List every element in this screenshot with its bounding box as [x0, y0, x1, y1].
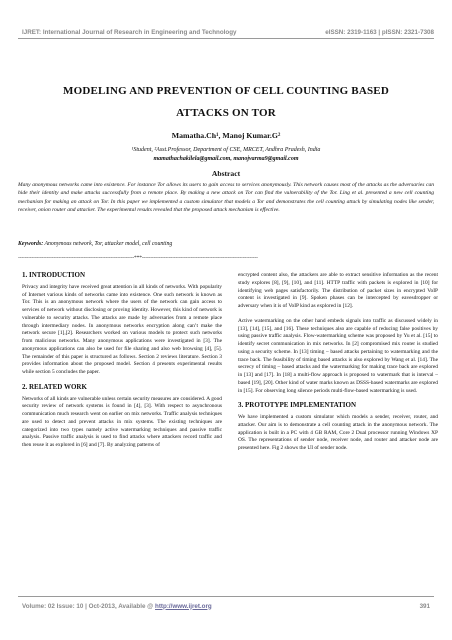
related-work-paragraph: Networks of all kinds are vulnerable unless certain security measures are considered. A good security review of network systems is found in [4], [3]. With respect to asynchronous communication much research went on earlier on mix networks. Traffic analysis techniques are used to detect and prevent attacks in mix systems. The existing techniques are categorized into two types namely active watermarking techniques and passive traffic analysis. Passive traffic analysis is used to find attacks where attackers record traffic and then reuse it as explored in [6] and [7]. By analyzing patterns of [22, 395, 222, 448]
section-separator: ---------------------------------------------------------------------***--------------------------------------------------------------------- [18, 255, 258, 261]
section-heading-related-work: 2. RELATED WORK [22, 382, 87, 391]
section-heading-prototype: 3. PROTOTYPE IMPLEMENTATION [238, 401, 357, 410]
prototype-paragraph: We have implemented a custom simulator which models a sender, receiver, router, and attacker. Our aim is to demonstrate a cell counting attack in the anonymous network. The application is built in a PC with 4 GB RAM, Core 2 Dual processor running Windows XP OS. The representations of sender node, receiver node, and router and attacker node are presented here. Fig 2 shows the UI of sender node. [238, 414, 438, 451]
watermarking-paragraph: Active watermarking on the other hand embeds signals into traffic as discussed widely in [13], [14], [15], and [16]. These techniques also are capable of reducing false positives by using passive traffic analysis. Flow-watermarking scheme was proposed by Yu et al. [15] to identify secret communication in mix networks. In [2] compromised mix router is studied using a security scheme. In [13] timing – based attacks pertaining to watermarking and the trace back. The feasibility of timing based attacks is also explored by Wang et al. [14]. The secrecy of timing – based attacks and the watermarking for making trace back are explored in [13] and [17]. In [18] a multi-flow approach is proposed to watermark that is interval – based [19], [20]. Other kind of water marks known as DSSS-based watermarks are explored in [15]. For observing long silence periods multi-flow-based watermarking is used. [238, 317, 438, 394]
title-line-1: MODELING AND PREVENTION OF CELL COUNTING BASED [62, 85, 389, 97]
title-line-2: ATTACKS ON TOR [176, 107, 276, 119]
footer-volume-info [22, 603, 212, 610]
issn: eISSN: 2319-1163 | pISSN: 2321-7308 [325, 29, 434, 36]
keywords-label: Keywords: [18, 241, 44, 247]
abstract-heading: Abstract [211, 169, 241, 178]
right-column [238, 272, 438, 460]
introduction-paragraph: Privacy and integrity have received great attention in all kinds of networks. With popularity of Internet various kinds of networks came into existence. One such network is known as Tor. This is an anonymous network where the users of the network can gain access to services of network without disclosing or proving identity. However, this kind of network is vulnerable to security attacks. The attacks are made by adversaries from a remote place through intermediary nodes. In anonymous networks encryption along can’t make the network secure [1],[2]. Researchers worked on various models to protect such networks from malicious networks. Many anonymous applications were investigated in [3]. The anonymous applications can also be used for file sharing and also web browsing [4], [5]. The remainder of this paper is structured as follows. Section 2 reviews literature. Section 3 provides information about the proposed model. Section 4 presents experimental results while section 5 concludes the paper. [22, 283, 222, 375]
page-number: 391 [419, 602, 430, 610]
affiliation-block [20, 146, 432, 163]
running-header [22, 20, 434, 36]
footer-volume: Volume: 02 Issue: 10 | Oct-2013, Available @ [22, 602, 154, 610]
related-work-continued-paragraph: encrypted content also, the attackers are able to extract sensitive information as the recent study explores [8], [9], [10], and [11]. HTTP traffic with packets is explored in [10] for identifying web pages satisfactorily. The distribution of packet sizes in encrypted VoIP content is investigated in [9]. Spoken phases can be intercepted by eavesdropper or adversary when it is of VoIP kind as explored in [12]. [238, 272, 438, 309]
running-footer [22, 599, 430, 613]
header-rule [18, 38, 434, 39]
footer-url-link[interactable]: http://www.ijret.org [155, 602, 212, 610]
keywords-text: Anonymous network, Tor, attacker model, cell counting [44, 241, 173, 247]
paper-title [30, 80, 422, 124]
abstract-text: Many anonymous networks came into existence. For instance Tor allows its users to gain access to services anonymously. This network causes most of the attacks as the adversaries can hide their identity and make attacks successfully from a remote place. By making a new attack on Tor can find the vulnerability of the Tor. Ling et al. presented a new cell counting mechanism for making an attack on Tor. In this paper we implemented a custom simulator that models a Tor and demonstrates the cell counting attack by simulating nodes like sender, receiver, onion router and attacker. The experimental results revealed that the proposed attack mechanism is effective. [18, 182, 434, 214]
footer-rule [18, 596, 434, 597]
keywords [18, 241, 434, 247]
left-column [22, 272, 222, 457]
emails: mamathachakilela@gmail.com, manojvarma9@gmail.com [153, 155, 299, 162]
journal-name: IJRET: International Journal of Research in Engineering and Technology [22, 29, 237, 36]
authors: Mamatha.Ch¹, Manoj Kumar.G² [171, 131, 281, 140]
section-heading-introduction: 1. INTRODUCTION [22, 271, 86, 279]
affiliation: ¹Student, ²Asst.Professor, Department of CSE, MRCET, Andhra Pradesh, India [131, 147, 321, 153]
